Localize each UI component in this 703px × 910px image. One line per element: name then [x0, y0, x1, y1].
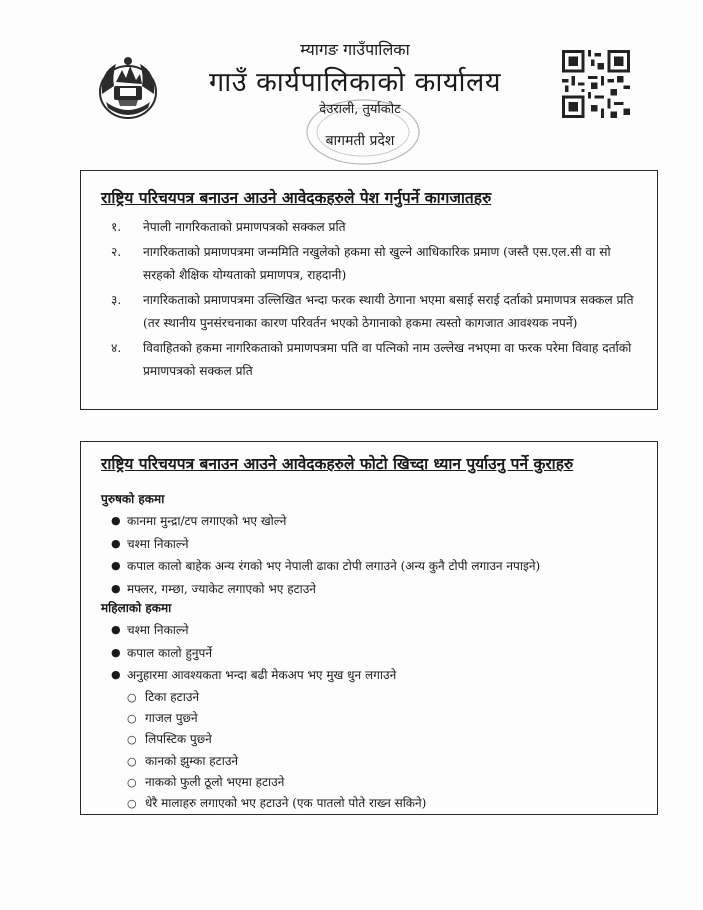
- bullet-icon: ●: [111, 645, 121, 659]
- list-item: [111, 619, 647, 642]
- women-heading: महिलाको हकमा: [101, 601, 172, 615]
- item-text: कपाल कालो हुनुपर्ने: [127, 645, 212, 660]
- list-item: [111, 642, 647, 665]
- item-text: गाजल पुछ्ने: [145, 711, 198, 726]
- list-item: [111, 337, 641, 384]
- item-text: नागरिकताको प्रमाणपत्रमा जन्ममिति नखुलेको हकमा सो खुल्ने आधिकारिक प्रमाण (जस्तै एस.एल.सी वा सो सरहको शैक्षिक योग्यताको प्रमाणपत्र, राहदानी): [143, 244, 611, 282]
- circle-bullet-icon: ○: [127, 754, 137, 768]
- requirements-title: राष्ट्रिय परिचयपत्र बनाउन आउने आवेदकहरुले पेश गर्नुपर्ने कागजातहरु: [101, 188, 492, 207]
- photo-rules-title: राष्ट्रिय परिचयपत्र बनाउन आउने आवेदकहरुले फोटो खिच्दा ध्यान पुर्याउनु पर्ने कुराहरु: [101, 454, 574, 473]
- qr-code-icon: [562, 50, 630, 118]
- circle-bullet-icon: ○: [127, 712, 137, 726]
- list-item: [127, 708, 426, 729]
- list-item: [111, 533, 647, 556]
- circle-bullet-icon: ○: [127, 797, 137, 811]
- item-text: विवाहितको हकमा नागरिकताको प्रमाणपत्रमा पति वा पत्निको नाम उल्लेख नभएमा वा फरक परेमा विवाह दर्ताको प्रमाणपत्रको सक्कल प्रति: [143, 340, 632, 378]
- item-number: २.: [111, 244, 122, 259]
- circle-bullet-icon: ○: [127, 775, 137, 789]
- item-text: लिपस्टिक पुछ्ने: [145, 732, 212, 747]
- women-sub-list: [127, 687, 426, 814]
- men-heading: पुरुषको हकमा: [101, 492, 165, 506]
- organization-name: म्यागङ गाउँपालिका: [300, 40, 410, 59]
- item-text: कानको झुम्का हटाउने: [145, 753, 239, 768]
- list-item: [127, 729, 426, 750]
- item-text: नाकको फुली ठूलो भएमा हटाउने: [145, 774, 285, 789]
- list-item: [127, 772, 426, 793]
- address: देउराली, तुर्याकोट: [319, 102, 401, 117]
- item-text: कपाल कालो बाहेक अन्य रंगको भए नेपाली ढाका टोपी लगाउने (अन्य कुनै टोपी लगाउन नपाइने): [127, 559, 541, 573]
- item-text: चश्मा निकाल्ने: [127, 623, 189, 637]
- circle-bullet-icon: ○: [127, 733, 137, 747]
- list-item: [111, 664, 647, 687]
- item-text: मफ्लर, गम्छा, ज्याकेट लगाएको भए हटाउने: [127, 581, 316, 596]
- requirements-list: [111, 216, 641, 385]
- photo-rules-box: [80, 441, 658, 815]
- list-item: [111, 241, 641, 288]
- bullet-icon: ●: [111, 623, 121, 636]
- bullet-icon: ●: [111, 536, 121, 550]
- list-item: [127, 751, 426, 772]
- bullet-icon: ●: [111, 514, 121, 527]
- item-text: कानमा मुन्द्रा/टप लगाएको भए खोल्ने: [127, 514, 287, 528]
- men-list: [111, 510, 647, 600]
- nepal-government-emblem-icon: [92, 52, 164, 124]
- item-text: अनुहारमा आवश्यकता भन्दा बढी मेकअप भए मुख धुन लगाउने: [127, 668, 397, 682]
- bullet-icon: ●: [111, 581, 121, 595]
- item-number: ३.: [111, 292, 122, 307]
- women-list: [111, 619, 647, 687]
- circle-bullet-icon: ○: [127, 691, 137, 704]
- list-item: [111, 555, 647, 578]
- item-text: धेरै मालाहरु लगाएको भए हटाउने (एक पातलो पोते राख्न सकिने): [145, 796, 427, 811]
- item-text: टिका हटाउने: [145, 690, 200, 704]
- bullet-icon: ●: [111, 559, 121, 572]
- item-text: चश्मा निकाल्ने: [127, 536, 189, 551]
- item-number: १.: [111, 220, 122, 234]
- item-text: नेपाली नागरिकताको प्रमाणपत्रको सक्कल प्रति: [143, 220, 346, 234]
- list-item: [111, 289, 641, 336]
- list-item: [111, 578, 647, 601]
- list-item: [111, 510, 647, 533]
- requirements-box: [80, 170, 658, 410]
- office-title: गाउँ कार्यपालिकाको कार्यालय: [209, 67, 501, 98]
- bullet-icon: ●: [111, 668, 121, 681]
- list-item: [127, 687, 426, 708]
- item-number: ४.: [111, 340, 122, 355]
- list-item: [111, 216, 641, 240]
- province: बागमती प्रदेश: [325, 133, 395, 149]
- item-text: नागरिकताको प्रमाणपत्रमा उल्लिखित भन्दा फरक स्थायी ठेगाना भएमा बसाई सराई दर्ताको प्रमाणपत्र सक्कल प्रति (तर स्थानीय पुनसंरचनाका कारण परिवर्तन भएको ठेगानाको हकमा त्यस्तो कागजात आवश्यक नपर्ने): [143, 292, 634, 330]
- list-item: [127, 793, 426, 814]
